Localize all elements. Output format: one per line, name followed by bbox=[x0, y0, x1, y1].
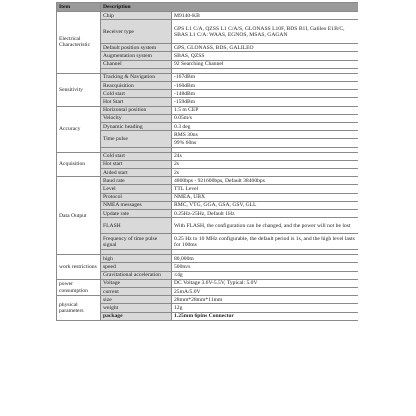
table-row bbox=[57, 255, 359, 263]
parameter-value: DC Voltage 3.6V-5.5V, Typical: 5.0V bbox=[172, 279, 359, 287]
table-row bbox=[57, 73, 359, 81]
table-row bbox=[57, 234, 359, 250]
table-row bbox=[57, 114, 359, 122]
parameter-label: Reacquisition bbox=[101, 82, 172, 90]
parameter-value: 80,000m bbox=[172, 255, 359, 263]
table-row bbox=[57, 304, 359, 312]
parameter-label: NMEA messages bbox=[101, 201, 172, 209]
parameter-label: package bbox=[101, 312, 172, 320]
parameter-label: Augmentation system bbox=[101, 52, 172, 60]
table-row bbox=[57, 90, 359, 98]
table-row bbox=[57, 263, 359, 271]
table-row bbox=[57, 152, 359, 160]
parameter-value: 0.25Hz-25Hz, Default 1Hz bbox=[172, 210, 359, 218]
parameter-label: Gravitational acceleration bbox=[101, 271, 172, 279]
parameter-value: 2s bbox=[172, 169, 359, 177]
group-label: Accuracy bbox=[57, 106, 101, 152]
parameter-label: Baud rate bbox=[101, 177, 172, 185]
parameter-label: speed bbox=[101, 263, 172, 271]
table-row bbox=[57, 177, 359, 185]
group-label: Sensitivity bbox=[57, 73, 101, 106]
parameter-value: 500m/s bbox=[172, 263, 359, 271]
table-row bbox=[57, 312, 359, 320]
parameter-value: 1.5 m CEP bbox=[172, 106, 359, 114]
table-row bbox=[57, 60, 359, 68]
group-label: Electrical Characteristic bbox=[57, 12, 101, 74]
table-row bbox=[57, 210, 359, 218]
parameter-value: -159dBm bbox=[172, 98, 359, 106]
parameter-value: 25mA/5.0V bbox=[172, 288, 359, 296]
parameter-value: 99% 60ns bbox=[172, 139, 359, 147]
parameter-value: NMEA, UBX bbox=[172, 193, 359, 201]
parameter-label: Cold start bbox=[101, 90, 172, 98]
parameter-label: weight bbox=[101, 304, 172, 312]
header-item: Item bbox=[57, 3, 101, 12]
parameter-label: size bbox=[101, 296, 172, 304]
table-row bbox=[57, 193, 359, 201]
parameter-value: 1.25mm 6pins Connector bbox=[172, 312, 359, 320]
table-row bbox=[57, 131, 359, 139]
parameter-label: Time pulse bbox=[101, 131, 172, 147]
parameter-label: Default position system bbox=[101, 44, 172, 52]
parameter-label: Dynamic heading bbox=[101, 123, 172, 131]
parameter-label: current bbox=[101, 288, 172, 296]
table-row bbox=[57, 52, 359, 60]
parameter-value: TTL Level bbox=[172, 185, 359, 193]
parameter-value: SBAS, QZSS bbox=[172, 52, 359, 60]
parameter-label: Receiver type bbox=[101, 20, 172, 44]
table-body bbox=[57, 12, 359, 321]
table-row bbox=[57, 106, 359, 114]
table-row bbox=[57, 160, 359, 168]
group-label: Data Output bbox=[57, 177, 101, 255]
parameter-label: FLASH bbox=[101, 218, 172, 234]
parameter-label: Protocol bbox=[101, 193, 172, 201]
group-label: physical parameters bbox=[57, 296, 101, 321]
table-row bbox=[57, 82, 359, 90]
parameter-label: Tracking & Navigation bbox=[101, 73, 172, 81]
parameter-value: 0.25 Hz to 10 MHz configurable, the default period is 1s, and the high level lasts for 100ms bbox=[172, 234, 359, 250]
spec-table-container bbox=[56, 2, 358, 412]
table-row bbox=[57, 20, 359, 44]
parameter-value: GPS L1 C/A, QZSS L1 C/A/S, GLONASS L10F, BDS B1I, Galileo E1B/C, SBAS L1 C/A: WAAS, EGNOS, MSAS, GAGAN bbox=[172, 20, 359, 44]
parameter-value: 24s bbox=[172, 152, 359, 160]
table-row bbox=[57, 296, 359, 304]
parameter-value: RMS 30ns bbox=[172, 131, 359, 139]
parameter-value: -160dBm bbox=[172, 82, 359, 90]
table-row bbox=[57, 271, 359, 279]
parameter-label: Aided start bbox=[101, 169, 172, 177]
parameter-label: Level bbox=[101, 185, 172, 193]
parameter-label: Cold start bbox=[101, 152, 172, 160]
parameter-value: 12g bbox=[172, 304, 359, 312]
parameter-label: Velocity bbox=[101, 114, 172, 122]
parameter-label: Horizontal position bbox=[101, 106, 172, 114]
parameter-label: Frequency of time pulse signal bbox=[101, 234, 172, 250]
parameter-label: Update rate bbox=[101, 210, 172, 218]
parameter-value: -167dBm bbox=[172, 73, 359, 81]
table-row bbox=[57, 123, 359, 131]
parameter-value: 0.3 deg bbox=[172, 123, 359, 131]
table-row bbox=[57, 169, 359, 177]
parameter-value: 4800bps - 921600bps, Default 38400bps bbox=[172, 177, 359, 185]
parameter-label: Voltage bbox=[101, 279, 172, 287]
table-row bbox=[57, 218, 359, 234]
parameter-label: Channel bbox=[101, 60, 172, 68]
table-row bbox=[57, 279, 359, 287]
parameter-value: ≤4g bbox=[172, 271, 359, 279]
header-description: Description bbox=[101, 3, 359, 12]
parameter-value: GPS, GLONASS, BDS, GALILEO bbox=[172, 44, 359, 52]
parameter-value: 28mm*28mm*11mm bbox=[172, 296, 359, 304]
parameter-label: high bbox=[101, 255, 172, 263]
table-header-row bbox=[57, 3, 359, 12]
group-label: work restrictions bbox=[57, 255, 101, 280]
parameter-label: Hot Start bbox=[101, 98, 172, 106]
table-row bbox=[57, 201, 359, 209]
parameter-value: 0.05m/s bbox=[172, 114, 359, 122]
table-row bbox=[57, 44, 359, 52]
table-row bbox=[57, 185, 359, 193]
table-row bbox=[57, 12, 359, 20]
parameter-label: Hot start bbox=[101, 160, 172, 168]
parameter-label: Chip bbox=[101, 12, 172, 20]
group-label: Acquisition bbox=[57, 152, 101, 177]
table-row bbox=[57, 288, 359, 296]
parameter-value: 92 Searching Channel bbox=[172, 60, 359, 68]
parameter-value: 2s bbox=[172, 160, 359, 168]
parameter-value: -148dBm bbox=[172, 90, 359, 98]
group-label: power consumption bbox=[57, 279, 101, 295]
specification-table bbox=[56, 2, 358, 321]
table-row bbox=[57, 98, 359, 106]
parameter-value: RMC, VTG, GGA, GSA, GSV, GLL bbox=[172, 201, 359, 209]
parameter-value: M9140-KB bbox=[172, 12, 359, 20]
parameter-value: With FLASH, the configuration can be changed, and the power will not be lost bbox=[172, 218, 359, 234]
